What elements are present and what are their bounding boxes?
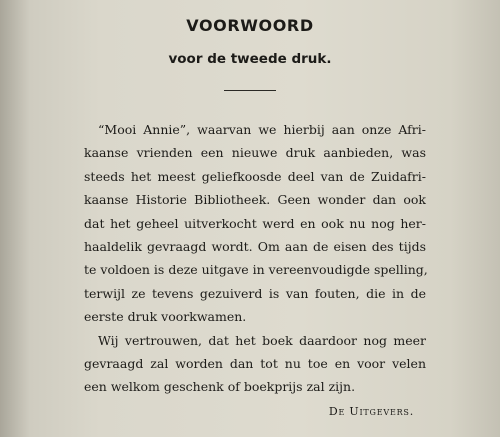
text-line: een welkom geschenk of boekprijs zal zijn. [84, 379, 356, 395]
signature [329, 405, 414, 418]
text-line: steeds het meest geliefkoosde deel van de Zuidafri- [84, 168, 426, 184]
text-line: eerste druk voorkwamen. [84, 309, 247, 325]
preface-body [84, 118, 426, 399]
page-title: VOORWOORD [186, 16, 314, 35]
text-line: dat het geheel uitverkocht werd en ook nu nog her- [84, 215, 426, 231]
text-line: terwijl ze tevens gezuiverd is van fouten, die in de [84, 285, 426, 301]
page-subtitle: voor de tweede druk. [168, 51, 332, 67]
text-line: te voldoen is deze uitgave in vereenvoudigde spelling, [84, 262, 428, 278]
text-line: Wij vertrouwen, dat het boek daardoor nog meer [98, 332, 426, 348]
text-line: haaldelik gevraagd wordt. Om aan de eisen des tijds [84, 239, 426, 255]
text-line: kaanse vrienden een nieuwe druk aanbieden, was [84, 145, 426, 161]
text-line: kaanse Historie Bibliotheek. Geen wonder dan ook [84, 192, 426, 208]
signature-text: De Uitgevers. [328, 405, 414, 418]
divider-rule [224, 90, 276, 91]
text-line: gevraagd zal worden dan tot nu toe en voor velen [84, 356, 426, 372]
text-line: “Mooi Annie”, waarvan we hierbij aan onze Afri- [98, 122, 426, 137]
